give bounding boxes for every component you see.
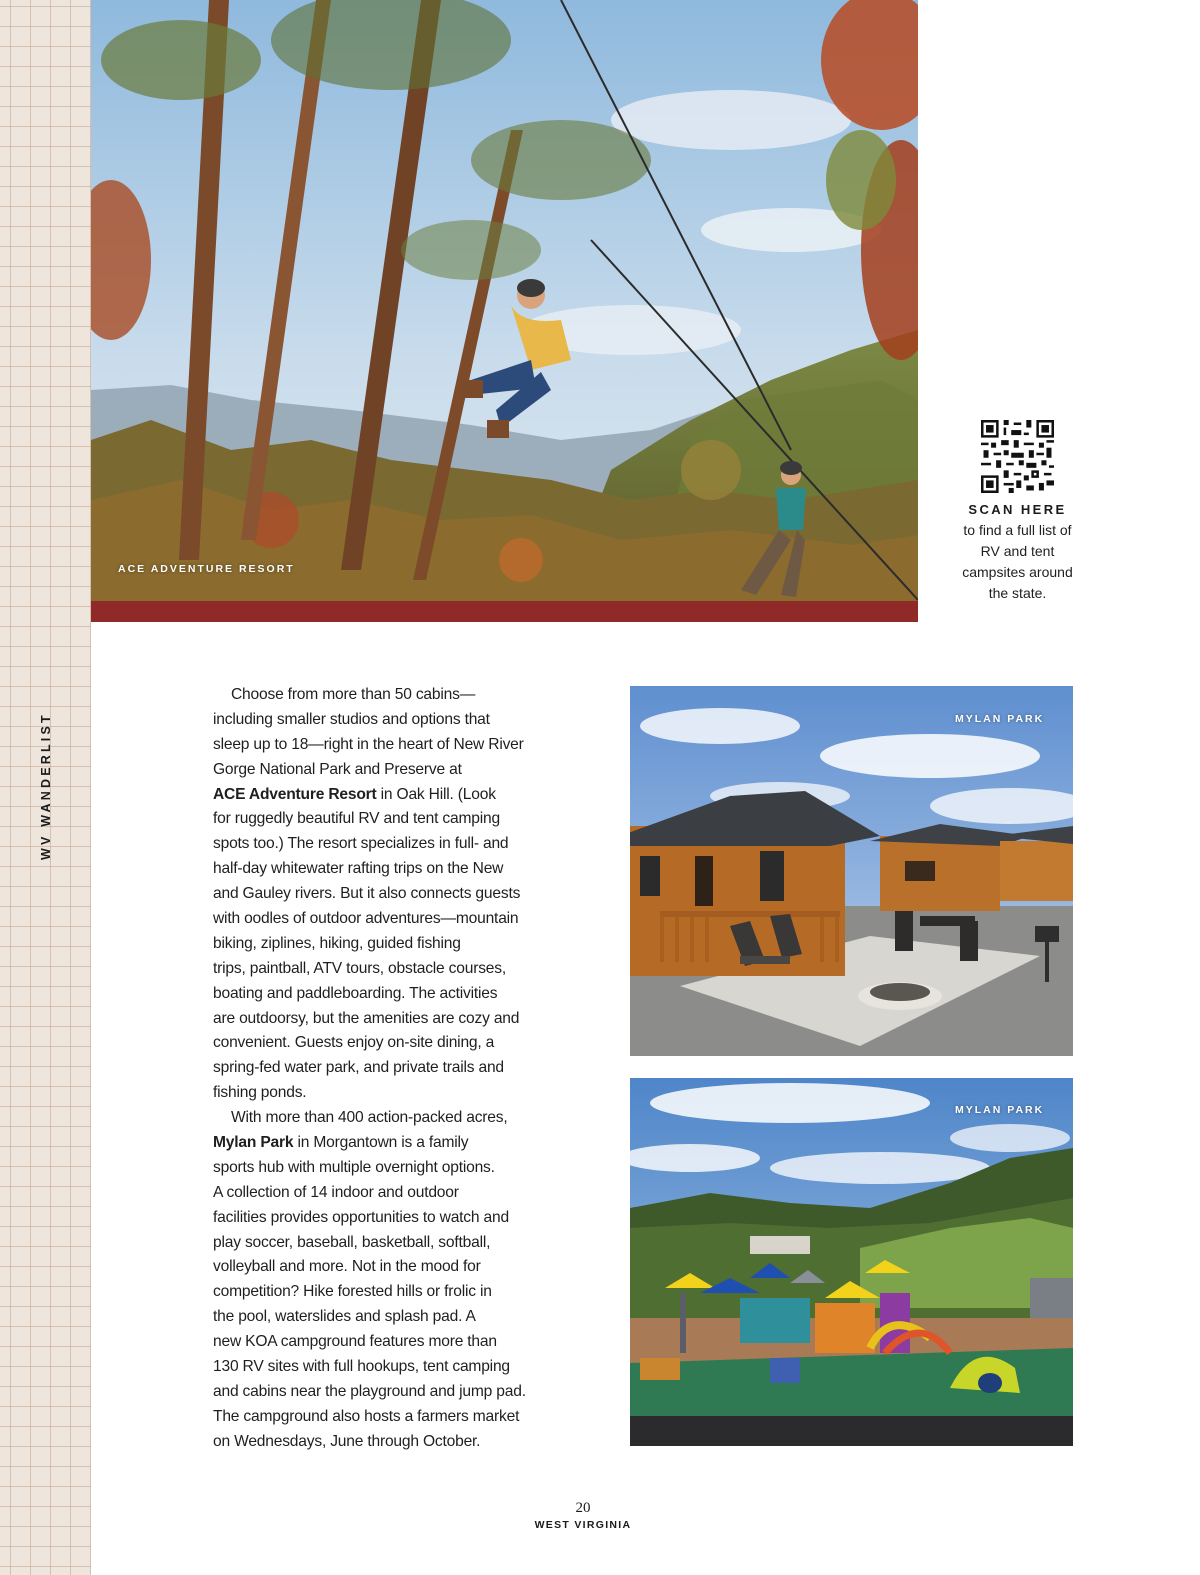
article-text: sleep up to 18—right in the heart of New River [213,735,524,753]
article-line [213,1081,553,1106]
article-text: Gorge National Park and Preserve at [213,760,462,778]
article-line [213,1181,553,1206]
article-text: A collection of 14 indoor and outdoor [213,1183,459,1201]
article-line [213,1156,553,1181]
article-line [213,1106,553,1131]
article-body [213,683,553,1455]
article-text: competition? Hike forested hills or frolic in [213,1283,492,1301]
article-text: volleyball and more. Not in the mood for [213,1258,481,1276]
article-text: boating and paddleboarding. The activities [213,984,498,1002]
qr-code-icon[interactable] [981,420,1054,493]
article-text: and Gauley rivers. But it also connects guests [213,885,521,903]
article-line [213,982,553,1007]
article-line [213,907,553,932]
article-text: including smaller studios and options that [213,710,490,728]
photo-playground-credit: MYLAN PARK [955,1104,1045,1116]
article-line [213,1056,553,1081]
article-text: the pool, waterslides and splash pad. A [213,1308,476,1326]
article-text: and cabins near the playground and jump pad. [213,1382,526,1400]
qr-caption-line: the state. [988,585,1047,601]
article-text: sports hub with multiple overnight options. [213,1158,495,1176]
article-bold-name: Mylan Park [213,1134,294,1152]
qr-caption-line: RV and tent [980,543,1055,559]
article-line [213,1405,553,1430]
article-text: spots too.) The resort specializes in full- and [213,835,509,853]
article-text: spring-fed water park, and private trails and [213,1059,504,1077]
hero-accent-bar [91,601,918,622]
article-text: on Wednesdays, June through October. [213,1432,481,1450]
article-text: in Oak Hill. (Look [376,785,496,803]
article-text: With more than 400 action-packed acres, [231,1109,508,1127]
article-line [213,1131,553,1156]
article-line [213,882,553,907]
article-line [213,957,553,982]
article-bold-name: ACE Adventure Resort [213,785,377,803]
zipline-illustration [91,0,918,601]
qr-caption [950,520,1085,604]
article-line [213,1355,553,1380]
qr-title: SCAN HERE [968,502,1067,517]
photo-cabins [630,686,1073,1056]
article-line [213,1430,553,1455]
article-text: Choose from more than 50 cabins— [231,686,476,703]
article-text: new KOA campground features more than [213,1333,497,1351]
article-line [213,1206,553,1231]
article-line [213,1231,553,1256]
photo-cabins-credit: MYLAN PARK [955,713,1045,725]
article-text: play soccer, baseball, basketball, softball, [213,1233,491,1251]
article-line [213,733,553,758]
article-line [213,857,553,882]
article-text: in Morgantown is a family [293,1134,469,1152]
article-text: The campground also hosts a farmers market [213,1407,520,1425]
article-line [213,708,553,733]
article-line [213,1031,553,1056]
article-line [213,1305,553,1330]
qr-caption-line: to find a full list of [963,522,1072,538]
article-line [213,758,553,783]
article-text: with oodles of outdoor adventures—mountain [213,910,519,928]
article-line [213,683,553,708]
article-text: facilities provides opportunities to watch and [213,1208,509,1226]
article-text: trips, paintball, ATV tours, obstacle courses, [213,959,506,977]
article-line [213,1007,553,1032]
section-label-text: WV WANDERLIST [39,712,53,860]
article-line [213,1280,553,1305]
article-line [213,783,553,808]
photo-playground [630,1078,1073,1446]
cabins-illustration [630,686,1073,1056]
page-number: 20 [575,1500,591,1516]
article-text: convenient. Guests enjoy on-site dining, a [213,1034,495,1052]
article-text: fishing ponds. [213,1084,307,1102]
article-line [213,807,553,832]
hero-photo-credit: ACE ADVENTURE RESORT [118,563,295,575]
qr-caption-line: campsites around [962,564,1073,580]
article-line [213,932,553,957]
publication-name: WEST VIRGINIA [534,1519,632,1531]
article-line [213,1255,553,1280]
article-text: biking, ziplines, hiking, guided fishing [213,934,461,952]
playground-illustration [630,1078,1073,1446]
hero-photo-zipline [91,0,918,601]
article-text: half-day whitewater rafting trips on the New [213,860,504,878]
article-text: for ruggedly beautiful RV and tent camping [213,810,500,828]
article-line [213,1330,553,1355]
article-line [213,1380,553,1405]
article-text: are outdoorsy, but the amenities are cozy and [213,1009,520,1027]
article-text: 130 RV sites with full hookups, tent camping [213,1358,510,1376]
article-line [213,832,553,857]
